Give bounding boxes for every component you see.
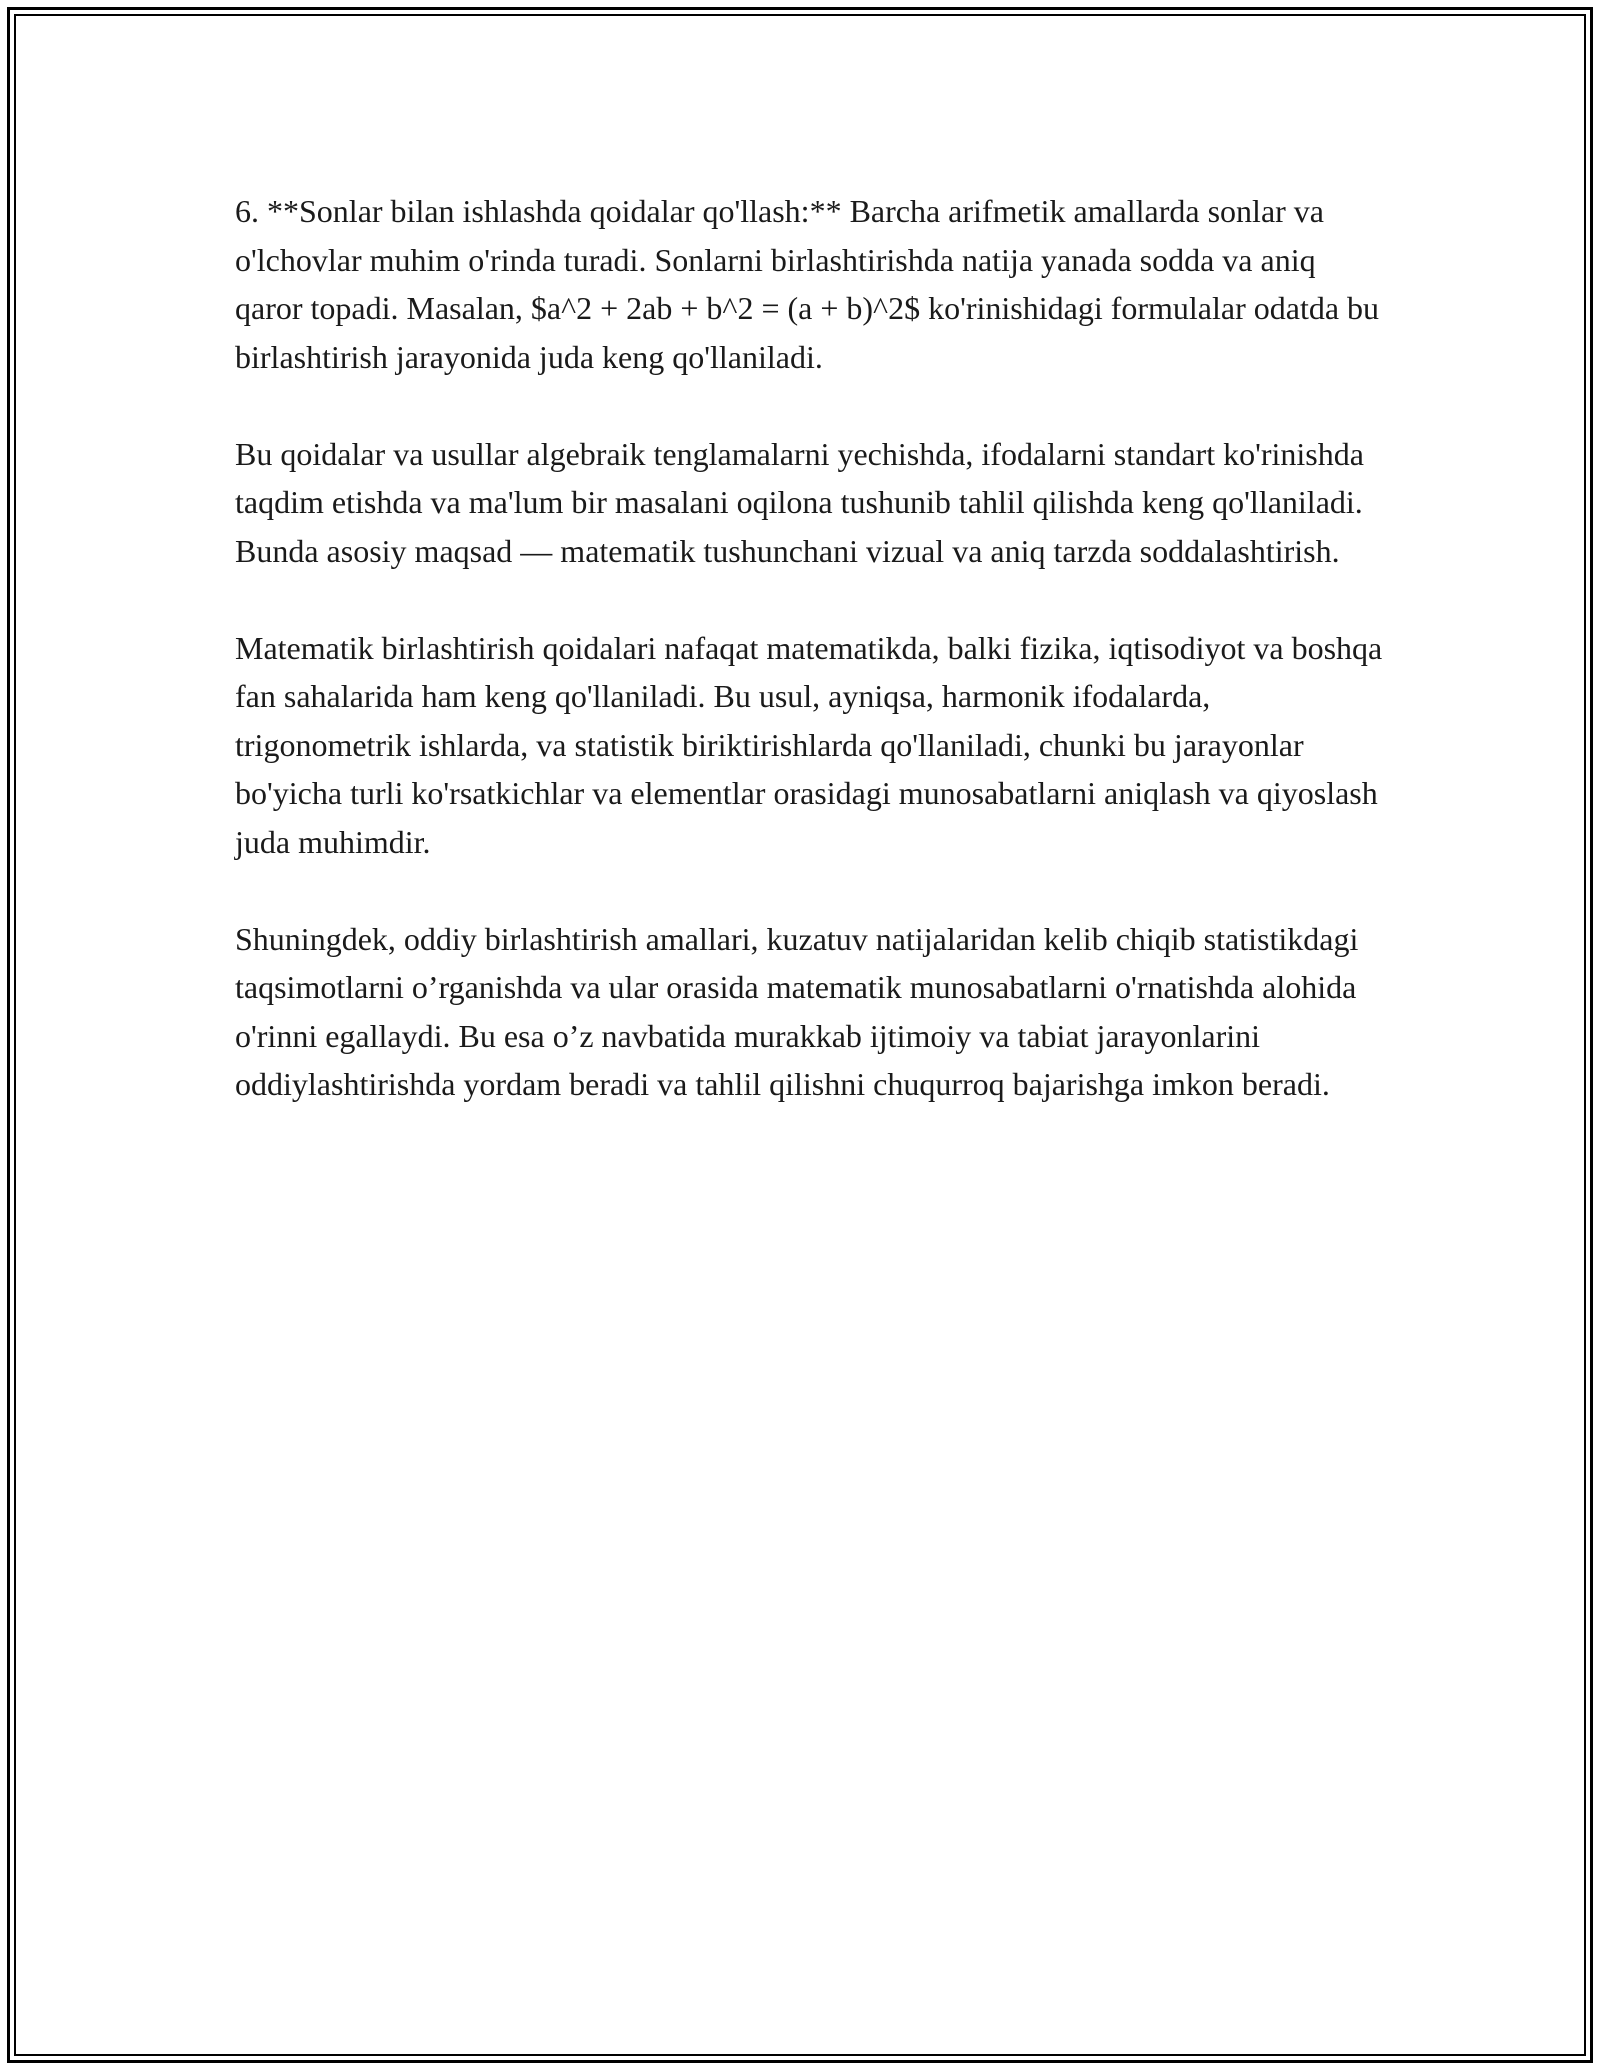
- paragraph-other-fields: Matematik birlashtirish qoidalari nafaqat matematikda, balki fizika, iqtisodiyot va boshqa fan sahalarida ham keng qo'llaniladi. Bu usul, ayniqsa, harmonik ifodalarda, trigonometrik ishlarda, va statistik biriktirishlarda qo'llaniladi, chunki bu jarayonlar bo'yicha turli ko'rsatkichlar va elementlar orasidagi munosabatlarni aniqlash va qiyoslash juda muhimdir.: [235, 629, 1383, 860]
- document-body: [235, 187, 1385, 1157]
- paragraph-statistics: Shuningdek, oddiy birlashtirish amallari, kuzatuv natijalaridan kelib chiqib statistikdagi taqsimotlarni o’rganishda va ular orasida matematik munosabatlarni o'rnatishda alohida o'rinni egallaydi. Bu esa o’z navbatida murakkab ijtimoiy va tabiat jarayonlarini oddiylashtirishda yordam beradi va tahlil qilishni chuqurroq bajarishga imkon beradi.: [235, 920, 1359, 1102]
- paragraph-algebraic-usage: Bu qoidalar va usullar algebraik tenglamalarni yechishda, ifodalarni standart ko'rinishda taqdim etishda va ma'lum bir masalani oqilona tushunib tahlil qilishda keng qo'llaniladi. Bunda asosiy maqsad — matematik tushunchani vizual va aniq tarzda soddalashtirish.: [235, 435, 1364, 569]
- paragraph-numbers-rules: 6. **Sonlar bilan ishlashda qoidalar qo'llash:** Barcha arifmetik amallarda sonlar va o'lchovlar muhim o'rinda turadi. Sonlarni birlashtirishda natija yanada sodda va aniq qaror topadi. Masalan, $a^2 + 2ab + b^2 = (a + b)^2$ ko'rinishidagi formulalar odatda bu birlashtirish jarayonida juda keng qo'llaniladi.: [235, 193, 1380, 375]
